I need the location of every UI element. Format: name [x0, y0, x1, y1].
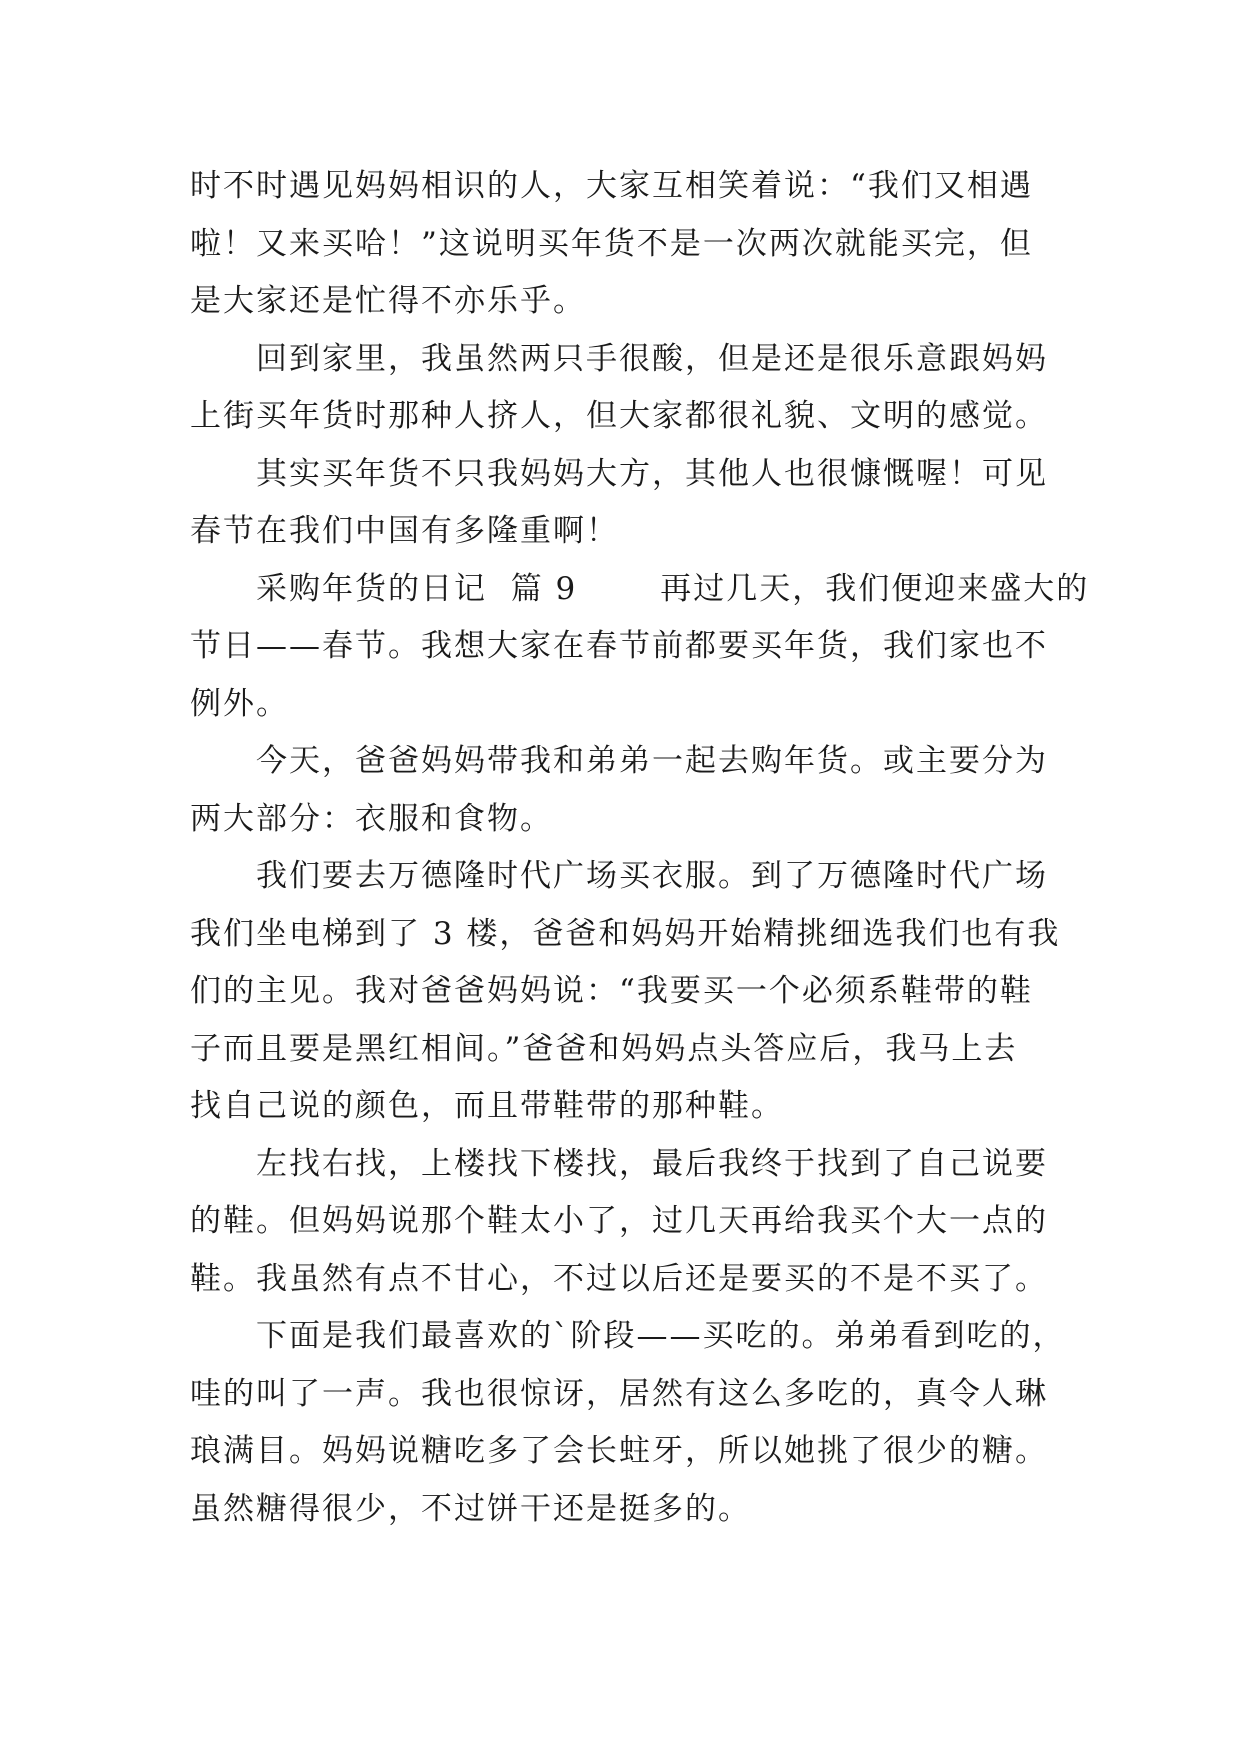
paragraph-first-line: 下面是我们最喜欢的`阶段——买吃的。弟弟看到吃的，	[256, 1318, 1066, 1354]
text-line: 找自己说的颜色，而且带鞋带的那种鞋。	[190, 1088, 784, 1124]
text-line: 鞋。我虽然有点不甘心，不过以后还是要买的不是不买了。	[190, 1260, 1048, 1297]
paragraph-first-line: 其实买年货不只我妈妈大方，其他人也很慷慨喔！可见	[256, 455, 1048, 492]
text-line: 我们坐电梯到了 3 楼，爸爸和妈妈开始精挑细选我们也有我	[190, 915, 1061, 952]
paragraph-first-line: 左找右找，上楼找下楼找，最后我终于找到了自己说要	[256, 1145, 1048, 1182]
paragraph-first-line: 今天，爸爸妈妈带我和弟弟一起去购年货。或主要分为	[256, 743, 1048, 779]
text-line: 的鞋。但妈妈说那个鞋太小了，过几天再给我买个大一点的	[190, 1203, 1048, 1239]
text-line: 啦！又来买哈！”这说明买年货不是一次两次就能买完，但	[190, 225, 1033, 262]
text-line: 例外。	[190, 685, 289, 722]
text-line: 时不时遇见妈妈相识的人，大家互相笑着说：“我们又相遇	[190, 168, 1033, 204]
paragraph-first-line: 我们要去万德隆时代广场买衣服。到了万德隆时代广场	[256, 858, 1048, 894]
text-line: 春节在我们中国有多隆重啊！	[190, 513, 619, 549]
text-line: 两大部分：衣服和食物。	[190, 800, 553, 837]
section-heading-line: 采购年货的日记 篇 9 再过几天，我们便迎来盛大的	[256, 570, 1090, 607]
text-line: 子而且要是黑红相间。”爸爸和妈妈点头答应后，我马上去	[190, 1030, 1018, 1067]
text-line: 虽然糖得很少，不过饼干还是挺多的。	[190, 1490, 751, 1527]
document-body	[190, 158, 1090, 1538]
text-line: 是大家还是忙得不亦乐乎。	[190, 283, 586, 319]
text-line: 哇的叫了一声。我也很惊讶，居然有这么多吃的，真令人琳	[190, 1375, 1048, 1412]
text-line: 琅满目。妈妈说糖吃多了会长蛀牙，所以她挑了很少的糖。	[190, 1433, 1048, 1469]
text-line: 节日——春节。我想大家在春节前都要买年货，我们家也不	[190, 628, 1048, 664]
text-line: 们的主见。我对爸爸妈妈说：“我要买一个必须系鞋带的鞋	[190, 973, 1033, 1009]
text-line: 上街买年货时那种人挤人，但大家都很礼貌、文明的感觉。	[190, 398, 1048, 434]
paragraph-first-line: 回到家里，我虽然两只手很酸，但是还是很乐意跟妈妈	[256, 340, 1048, 377]
